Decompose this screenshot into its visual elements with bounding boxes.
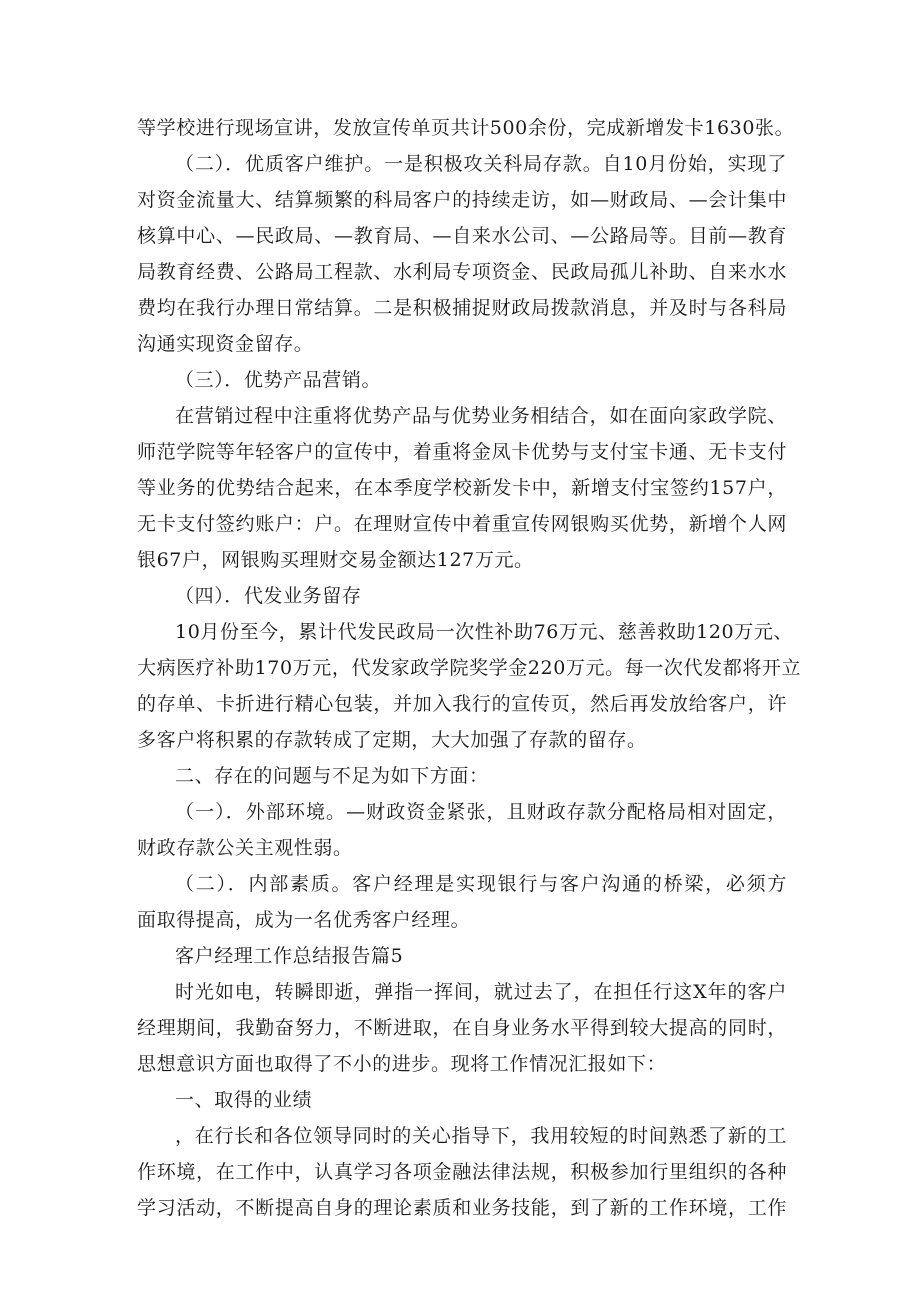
report-title: 客户经理工作总结报告篇5 (175, 945, 404, 967)
text-line: 等业务的优势结合起来，在本季度学校新发卡中，新增支付宝签约157户， (137, 477, 787, 499)
section-2-heading-line: （二）．优质客户维护。一是积极攻关科局存款。自10月份始，实现了 (175, 153, 787, 175)
problems-heading: 二、存在的问题与不足为如下方面： (175, 765, 489, 787)
text-line: 经理期间，我勤奋努力，不断进取，在自身业务水平得到较大提高的同时， (137, 1017, 787, 1039)
text-line: 等学校进行现场宣讲，发放宣传单页共计500余份，完成新增发卡1630张。 (137, 117, 795, 139)
achievements-heading: 一、取得的业绩 (175, 1089, 313, 1111)
text-line: 作环境，在工作中，认真学习各项金融法律法规，积极参加行里组织的各种 (137, 1161, 787, 1183)
text-line: 财政存款公关主观性弱。 (137, 837, 353, 859)
text-line: 面取得提高，成为一名优秀客户经理。 (137, 909, 471, 931)
section-3-heading: （三）．优势产品营销。 (175, 369, 382, 391)
section-4-heading: （四）．代发业务留存 (175, 585, 362, 607)
text-line: 核算中心、—民政局、—教育局、—自来水公司、—公路局等。目前—教育 (137, 225, 787, 247)
text-line: 银67户，网银购买理财交易金额达127万元。 (137, 549, 534, 571)
text-line: 在营销过程中注重将优势产品与优势业务相结合，如在面向家政学院、 (175, 405, 787, 427)
text-line: 思想意识方面也取得了不小的进步。现将工作情况汇报如下： (137, 1053, 667, 1075)
text-line: 学习活动，不断提高自身的理论素质和业务技能，到了新的工作环境，工作 (137, 1197, 787, 1219)
problem-1-line: （一）．外部环境。—财政资金紧张，且财政存款分配格局相对固定， (175, 801, 787, 823)
text-line: 时光如电，转瞬即逝，弹指一挥间，就过去了，在担任行这X年的客户 (175, 981, 787, 1003)
text-line: ，在行长和各位领导同时的关心指导下，我用较短的时间熟悉了新的工 (175, 1125, 787, 1147)
text-line: 无卡支付签约账户：户。在理财宣传中着重宣传网银购买优势，新增个人网 (137, 513, 787, 535)
text-line: 的存单、卡折进行精心包装，并加入我行的宣传页，然后再发放给客户，许 (137, 693, 787, 715)
problem-2-line: （二）．内部素质。客户经理是实现银行与客户沟通的桥梁，必须方 (175, 873, 787, 895)
document-body (137, 110, 802, 1226)
text-line: 10月份至今，累计代发民政局一次性补助76万元、慈善救助120万元、 (175, 621, 794, 643)
text-line: 局教育经费、公路局工程款、水利局专项资金、民政局孤儿补助、自来水水 (137, 261, 787, 283)
text-line: 大病医疗补助170万元，代发家政学院奖学金220万元。每一次代发都将开立 (137, 657, 802, 679)
text-line: 费均在我行办理日常结算。二是积极捕捉财政局拨款消息，并及时与各科局 (137, 297, 787, 319)
text-line: 多客户将积累的存款转成了定期，大大加强了存款的留存。 (137, 729, 647, 751)
text-line: 师范学院等年轻客户的宣传中，着重将金凤卡优势与支付宝卡通、无卡支付 (137, 441, 787, 463)
text-line: 沟通实现资金留存。 (137, 333, 314, 355)
text-line: 对资金流量大、结算频繁的科局客户的持续走访，如—财政局、—会计集中 (137, 189, 787, 211)
